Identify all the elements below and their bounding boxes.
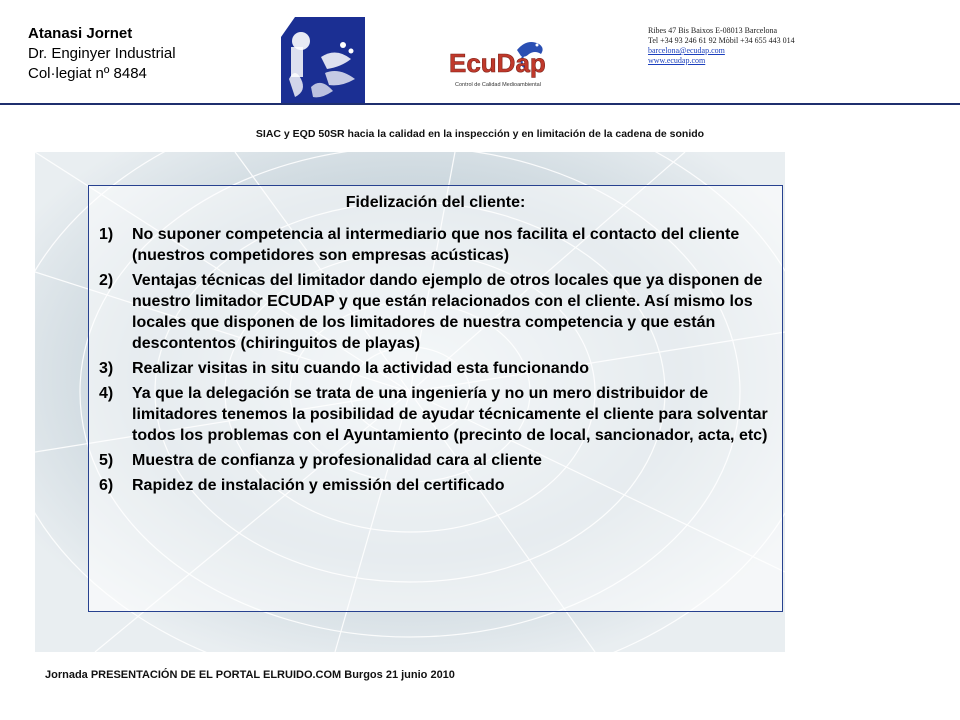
customer-loyalty-list [99,224,774,500]
ecudap-logo [445,36,555,94]
author-title: Dr. Enginyer Industrial [28,45,176,62]
list-item-text: Ya que la delegación se trata de una ingeniería y no un mero distribuidor de limitadores tenemos la posibilidad de ayudar técnicamente el cliente para solventar todos los problemas con el Ayuntamiento (precinto de local, sancionador, acta, etc) [132,385,768,444]
contact-web-link[interactable]: www.ecudap.com [648,56,706,65]
contact-block [648,26,795,66]
list-item-text: Rapidez de instalación y emissión del certificado [132,477,505,494]
content-title: Fidelización del cliente: [345,194,526,211]
header-divider [0,103,960,105]
list-item-text: Muestra de confianza y profesionalidad cara al cliente [132,452,542,469]
list-item-text: Ventajas técnicas del limitador dando ejemplo de otros locales que ya disponen de nuestro limitador ECUDAP y que están relacionados con el cliente. Así mismo los locales que disponen de los limitadores de nuestra competencia y que están descontentos (chiringuitos de playas) [132,272,763,352]
list-item [99,383,774,446]
list-item [99,270,774,354]
list-item [99,224,774,266]
author-college: Col·legiat nº 8484 [28,65,147,82]
crest-image [281,17,365,103]
contact-phone: Tel +34 93 246 61 92 Mòbil +34 655 443 014 [648,36,795,45]
list-item-number: 5) [99,452,114,469]
contact-email-link[interactable]: barcelona@ecudap.com [648,46,725,55]
list-item [99,450,774,471]
list-item-number: 1) [99,226,114,243]
list-item-text: No suponer competencia al intermediario que nos facilita el contacto del cliente (nuestros competidores son empresas acústicas) [132,226,740,264]
author-block [28,24,176,84]
list-item-number: 4) [99,385,114,402]
list-item-number: 2) [99,272,114,289]
list-item [99,358,774,379]
author-name: Atanasi Jornet [28,25,133,42]
svg-text:EcuDap: EcuDap [449,48,546,78]
list-item [99,475,774,496]
contact-address: Ribes 47 Bis Baixos E-08013 Barcelona [648,26,778,35]
logo-tagline: Control de Calidad Medioambiental [455,82,541,88]
list-item-number: 3) [99,360,114,377]
footer-text: Jornada PRESENTACIÓN DE EL PORTAL ELRUIDO.COM Burgos 21 junio 2010 [45,669,455,681]
content-box [88,185,783,612]
subtitle: SIAC y EQD 50SR hacia la calidad en la inspección y en limitación de la cadena de sonido [255,128,705,140]
list-item-number: 6) [99,477,114,494]
list-item-text: Realizar visitas in situ cuando la actividad esta funcionando [132,360,590,377]
